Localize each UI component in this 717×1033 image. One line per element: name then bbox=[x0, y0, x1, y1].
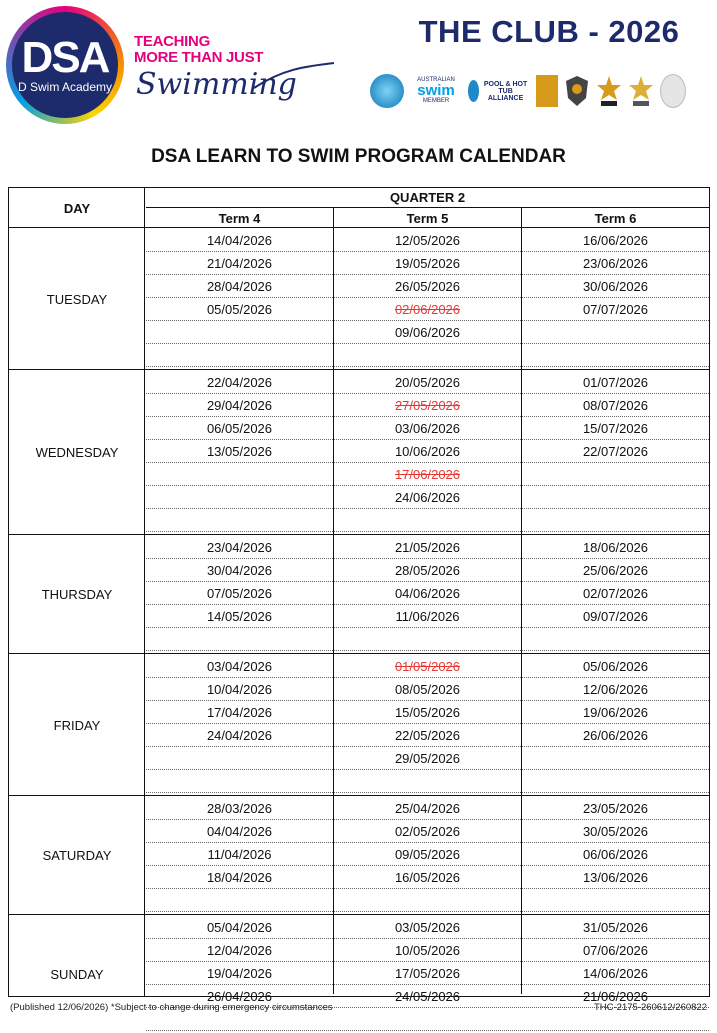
tagline-line-2: MORE THAN JUST bbox=[134, 49, 264, 66]
date-cell: 26/05/2026 bbox=[394, 278, 461, 294]
date-cell: 04/04/2026 bbox=[206, 823, 273, 839]
date-cell: 29/04/2026 bbox=[206, 397, 273, 413]
table-row bbox=[146, 275, 709, 298]
table-row bbox=[146, 605, 709, 628]
date-cell: 14/06/2026 bbox=[582, 965, 649, 981]
date-cell: 22/05/2026 bbox=[394, 727, 461, 743]
date-cell bbox=[146, 889, 333, 911]
date-cell: 11/04/2026 bbox=[207, 846, 272, 862]
tagline-script-text: Swimming bbox=[136, 67, 297, 102]
section-divider bbox=[9, 653, 709, 654]
header-divider bbox=[9, 227, 709, 228]
date-cell bbox=[522, 889, 709, 911]
table-row bbox=[146, 394, 709, 417]
date-cell: 07/07/2026 bbox=[582, 301, 649, 317]
date-cell bbox=[522, 628, 709, 650]
date-cell bbox=[334, 889, 521, 911]
cancelled-date-cell: 01/05/2026 bbox=[394, 658, 461, 674]
table-row bbox=[146, 417, 709, 440]
date-cell: 10/05/2026 bbox=[394, 942, 461, 958]
date-cell: 07/05/2026 bbox=[206, 585, 273, 601]
table-row bbox=[146, 344, 709, 367]
tagline-line-1: TEACHING bbox=[134, 33, 210, 50]
date-cell bbox=[522, 770, 709, 792]
table-row bbox=[146, 536, 709, 559]
pool-hot-tub-alliance-icon bbox=[468, 73, 530, 109]
date-cell: 07/06/2026 bbox=[582, 942, 649, 958]
calendar-title: DSA LEARN TO SWIM PROGRAM CALENDAR bbox=[151, 146, 566, 167]
date-cell bbox=[146, 486, 333, 508]
date-cell: 24/04/2026 bbox=[206, 727, 273, 743]
australian-swim-schools-icon bbox=[410, 73, 462, 109]
award-star-icon-2 bbox=[628, 74, 654, 108]
award-circle-icon bbox=[660, 74, 686, 108]
table-row bbox=[146, 509, 709, 532]
logo-text: DSA bbox=[21, 33, 109, 82]
water-drop-icon bbox=[468, 80, 479, 102]
day-label-tuesday: TUESDAY bbox=[46, 291, 108, 307]
date-cell: 17/04/2026 bbox=[206, 704, 273, 720]
date-cell bbox=[522, 321, 709, 343]
day-label-thursday: THURSDAY bbox=[41, 587, 113, 602]
date-cell: 03/05/2026 bbox=[394, 919, 461, 935]
date-cell: 05/04/2026 bbox=[206, 919, 273, 935]
day-label-wednesday: WEDNESDAY bbox=[35, 445, 119, 460]
date-cell bbox=[146, 344, 333, 366]
date-cell: 05/05/2026 bbox=[206, 301, 273, 317]
date-cell bbox=[334, 770, 521, 792]
cancelled-date-cell: 27/05/2026 bbox=[394, 397, 461, 413]
footer-published-note: (Published 12/06/2026) *Subject to change during emergency circumstances bbox=[10, 1002, 333, 1013]
term-4-header: Term 4 bbox=[218, 210, 261, 226]
date-cell: 23/05/2026 bbox=[582, 800, 649, 816]
date-cell: 10/04/2026 bbox=[206, 681, 273, 697]
date-cell: 02/05/2026 bbox=[394, 823, 461, 839]
club-title: THE CLUB - 2026 bbox=[418, 14, 680, 49]
date-cell: 19/05/2026 bbox=[394, 255, 461, 271]
badge-pool-text: POOL & HOT TUB ALLIANCE bbox=[483, 80, 528, 102]
date-cell: 26/06/2026 bbox=[582, 727, 649, 743]
date-cell: 18/06/2026 bbox=[582, 539, 649, 555]
date-cell bbox=[334, 1008, 521, 1030]
table-row bbox=[146, 770, 709, 793]
table-row bbox=[146, 724, 709, 747]
section-divider bbox=[9, 795, 709, 796]
award-shield-icon bbox=[564, 74, 590, 108]
date-cell: 03/04/2026 bbox=[206, 658, 273, 674]
date-cell: 11/06/2026 bbox=[395, 608, 460, 624]
date-cell: 30/05/2026 bbox=[582, 823, 649, 839]
date-cell: 12/06/2026 bbox=[582, 681, 649, 697]
date-cell: 21/06/2026 bbox=[582, 988, 649, 1004]
badge-swim-small: AUSTRALIAN bbox=[417, 77, 455, 83]
date-cell: 13/06/2026 bbox=[582, 869, 649, 885]
date-cell bbox=[146, 770, 333, 792]
footer-doc-code: THC-2175-260612/260822 bbox=[593, 1002, 707, 1013]
date-cell bbox=[522, 509, 709, 531]
date-cell: 21/04/2026 bbox=[206, 255, 273, 271]
date-cell bbox=[146, 321, 333, 343]
date-cell: 19/04/2026 bbox=[206, 965, 273, 981]
date-cell: 20/05/2026 bbox=[394, 374, 461, 390]
date-cell: 16/06/2026 bbox=[582, 232, 649, 248]
table-row bbox=[146, 252, 709, 275]
date-cell: 23/04/2026 bbox=[206, 539, 273, 555]
table-row bbox=[146, 298, 709, 321]
date-cell: 05/06/2026 bbox=[582, 658, 649, 674]
date-cell bbox=[146, 463, 333, 485]
date-cell: 01/07/2026 bbox=[582, 374, 649, 390]
date-cell: 13/05/2026 bbox=[206, 443, 273, 459]
date-cell: 29/05/2026 bbox=[394, 750, 461, 766]
tagline-script bbox=[134, 58, 339, 108]
table-row bbox=[146, 962, 709, 985]
section-divider bbox=[9, 369, 709, 370]
table-row bbox=[146, 229, 709, 252]
calendar-table bbox=[8, 187, 710, 1004]
date-cell: 09/07/2026 bbox=[582, 608, 649, 624]
table-row bbox=[146, 889, 709, 912]
date-cell: 08/05/2026 bbox=[394, 681, 461, 697]
date-cell: 23/06/2026 bbox=[582, 255, 649, 271]
date-cell: 12/04/2026 bbox=[206, 942, 273, 958]
date-cell: 26/04/2026 bbox=[206, 988, 273, 1004]
table-row bbox=[146, 678, 709, 701]
date-cell: 30/04/2026 bbox=[206, 562, 273, 578]
date-cell: 16/05/2026 bbox=[394, 869, 461, 885]
date-cell: 17/05/2026 bbox=[394, 965, 461, 981]
date-cell: 22/04/2026 bbox=[206, 374, 273, 390]
date-cell: 02/07/2026 bbox=[582, 585, 649, 601]
date-cell: 03/06/2026 bbox=[394, 420, 461, 436]
date-cell: 12/05/2026 bbox=[394, 232, 461, 248]
cancelled-date-cell: 02/06/2026 bbox=[394, 301, 461, 317]
table-row bbox=[146, 582, 709, 605]
date-cell: 15/07/2026 bbox=[582, 420, 649, 436]
date-cell: 25/06/2026 bbox=[582, 562, 649, 578]
day-header: DAY bbox=[63, 200, 91, 216]
date-cell: 04/06/2026 bbox=[394, 585, 461, 601]
date-cell bbox=[334, 628, 521, 650]
table-row bbox=[146, 655, 709, 678]
date-cell: 09/06/2026 bbox=[394, 324, 461, 340]
table-row bbox=[146, 820, 709, 843]
table-row bbox=[146, 486, 709, 509]
date-cell bbox=[522, 486, 709, 508]
date-cell: 06/06/2026 bbox=[582, 846, 649, 862]
quarter-header: QUARTER 2 bbox=[146, 188, 709, 208]
date-cell: 06/05/2026 bbox=[206, 420, 273, 436]
date-cell bbox=[334, 344, 521, 366]
date-cell bbox=[522, 463, 709, 485]
logo-ring bbox=[6, 6, 124, 124]
term-6-header: Term 6 bbox=[594, 210, 637, 226]
date-cell: 22/07/2026 bbox=[582, 443, 649, 459]
table-row bbox=[146, 747, 709, 770]
logo-inner bbox=[12, 12, 118, 118]
table-row bbox=[146, 440, 709, 463]
table-row bbox=[146, 371, 709, 394]
date-cell: 14/05/2026 bbox=[206, 608, 273, 624]
badge-swim-sub: MEMBER bbox=[422, 98, 450, 104]
accreditation-badges bbox=[370, 70, 686, 112]
day-label-saturday: SATURDAY bbox=[42, 848, 112, 863]
date-cell bbox=[146, 628, 333, 650]
badge-swim-big: swim bbox=[417, 82, 455, 99]
table-row bbox=[146, 559, 709, 582]
swim-school-circle-icon bbox=[370, 74, 404, 108]
date-cell: 30/06/2026 bbox=[582, 278, 649, 294]
award-star-icon-1 bbox=[596, 74, 622, 108]
date-cell: 21/05/2026 bbox=[394, 539, 461, 555]
date-cell: 14/04/2026 bbox=[206, 232, 273, 248]
table-row bbox=[146, 701, 709, 724]
term-5-header: Term 5 bbox=[406, 210, 449, 226]
table-row bbox=[146, 321, 709, 344]
date-cell: 25/04/2026 bbox=[394, 800, 461, 816]
date-cell: 28/03/2026 bbox=[206, 800, 273, 816]
table-row bbox=[146, 939, 709, 962]
date-cell: 24/05/2026 bbox=[394, 988, 461, 1004]
date-cell bbox=[146, 747, 333, 769]
date-cell bbox=[522, 344, 709, 366]
date-cell: 28/04/2026 bbox=[206, 278, 273, 294]
table-row bbox=[146, 916, 709, 939]
date-cell: 09/05/2026 bbox=[394, 846, 461, 862]
date-cell: 24/06/2026 bbox=[394, 489, 461, 505]
cancelled-date-cell: 17/06/2026 bbox=[394, 466, 461, 482]
day-label-friday: FRIDAY bbox=[53, 717, 101, 733]
date-cell bbox=[522, 747, 709, 769]
day-label-sunday: SUNDAY bbox=[50, 967, 104, 982]
section-divider bbox=[9, 914, 709, 915]
table-row bbox=[146, 463, 709, 486]
logo-subtext: D Swim Academy bbox=[17, 80, 113, 94]
date-cell: 15/05/2026 bbox=[394, 704, 461, 720]
table-row bbox=[146, 866, 709, 889]
dsa-logo bbox=[6, 6, 128, 128]
date-cell bbox=[334, 509, 521, 531]
section-divider bbox=[9, 534, 709, 535]
date-cell: 08/07/2026 bbox=[582, 397, 649, 413]
table-row bbox=[146, 843, 709, 866]
date-cell: 10/06/2026 bbox=[394, 443, 461, 459]
table-row bbox=[146, 628, 709, 651]
date-cell: 31/05/2026 bbox=[582, 919, 649, 935]
date-cell: 28/05/2026 bbox=[394, 562, 461, 578]
date-cell bbox=[146, 509, 333, 531]
date-cell: 19/06/2026 bbox=[582, 704, 649, 720]
date-cell: 18/04/2026 bbox=[206, 869, 273, 885]
table-row bbox=[146, 797, 709, 820]
award-gold-icon bbox=[536, 75, 558, 107]
